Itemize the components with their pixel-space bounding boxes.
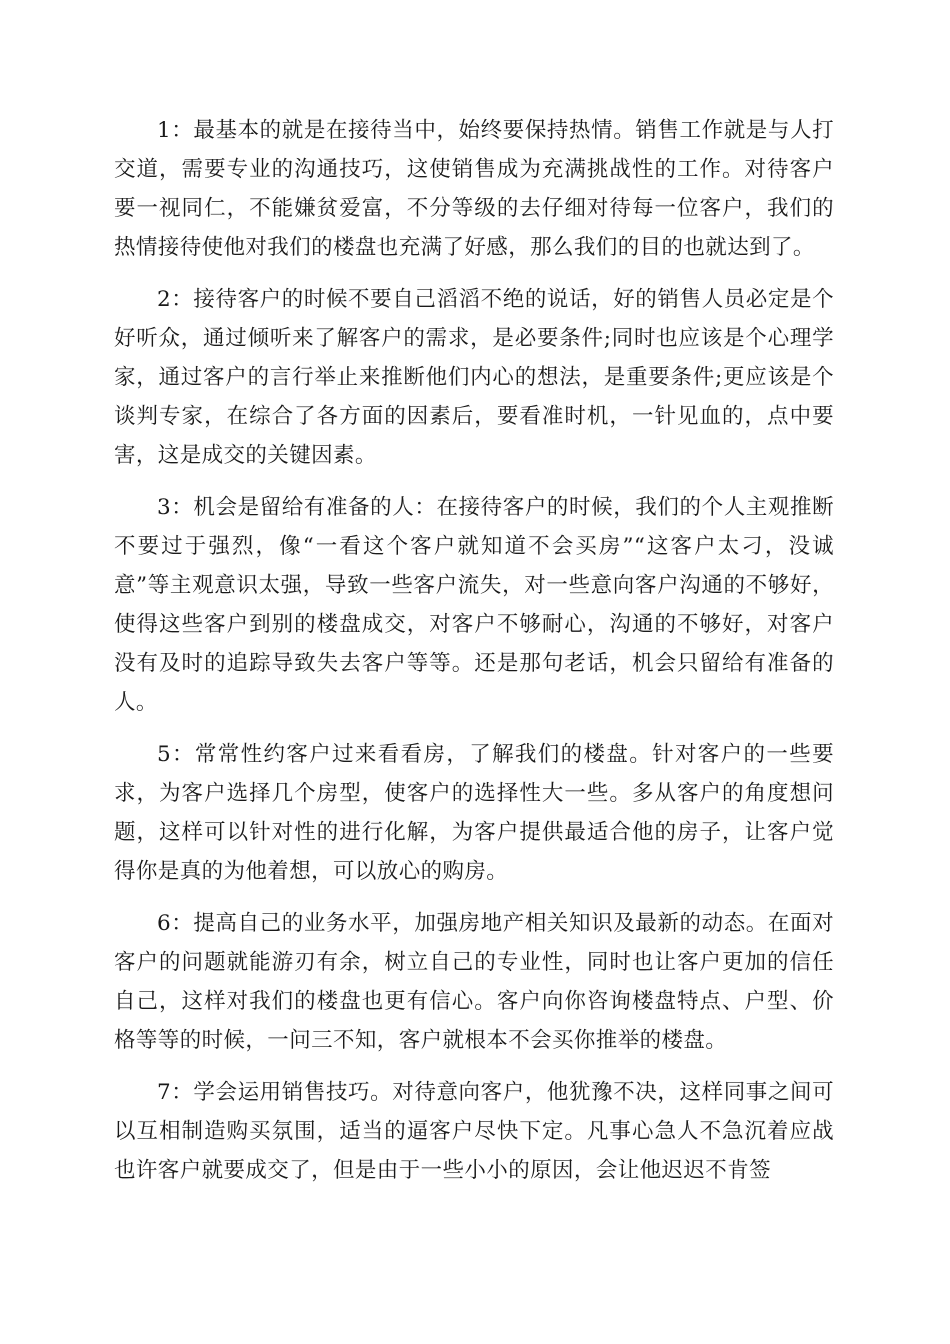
paragraph-7: 7：学会运用销售技巧。对待意向客户，他犹豫不决，这样同事之间可以互相制造购买氛围，适当的逼客户尽快下定。凡事心急人不急沉着应战也许客户就要成交了，但是由于一些小小的原因，会让他迟迟不肯签 <box>114 1080 834 1183</box>
paragraph-1: 1：最基本的就是在接待当中，始终要保持热情。销售工作就是与人打交道，需要专业的沟通技巧，这使销售成为充满挑战性的工作。对待客户要一视同仁，不能嫌贫爱富，不分等级的去仔细对待每一位客户，我们的热情接待使他对我们的楼盘也充满了好感，那么我们的目的也就达到了。 <box>114 118 834 260</box>
document-body <box>114 111 834 1203</box>
paragraph-2: 2：接待客户的时候不要自己滔滔不绝的说话，好的销售人员必定是个好听众，通过倾听来了解客户的需求，是必要条件;同时也应该是个心理学家，通过客户的言行举止来推断他们内心的想法，是重要条件;更应该是个谈判专家，在综合了各方面的因素后，要看准时机，一针见血的，点中要害，这是成交的关键因素。 <box>114 287 834 468</box>
paragraph-5: 5：常常性约客户过来看看房，了解我们的楼盘。针对客户的一些要求，为客户选择几个房型，使客户的选择性大一些。多从客户的角度想问题，这样可以针对性的进行化解，为客户提供最适合他的房子，让客户觉得你是真的为他着想，可以放心的购房。 <box>114 742 834 884</box>
paragraph-3: 3：机会是留给有准备的人：在接待客户的时候，我们的个人主观推断不要过于强烈，像“一看这个客户就知道不会买房”“这客户太刁，没诚意”等主观意识太强，导致一些客户流失，对一些意向客户沟通的不够好，使得这些客户到别的楼盘成交，对客户不够耐心，沟通的不够好，对客户没有及时的追踪导致失去客户等等。还是那句老话，机会只留给有准备的人。 <box>114 495 834 715</box>
paragraph-6: 6：提高自己的业务水平，加强房地产相关知识及最新的动态。在面对客户的问题就能游刃有余，树立自己的专业性，同时也让客户更加的信任自己，这样对我们的楼盘也更有信心。客户向你咨询楼盘特点、户型、价格等等的时候，一问三不知，客户就根本不会买你推举的楼盘。 <box>114 911 834 1053</box>
